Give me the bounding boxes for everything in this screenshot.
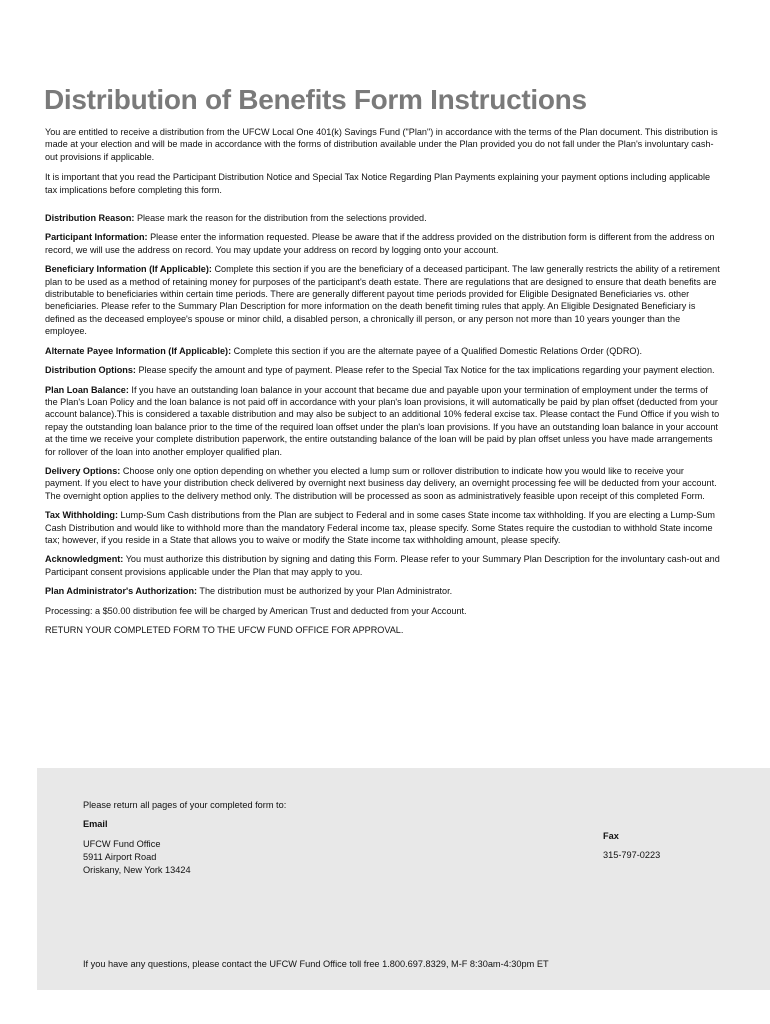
instructions-body — [45, 126, 721, 643]
section-text: Please specify the amount and type of payment. Please refer to the Special Tax Notice for the tax implications regarding your payment election. — [135, 365, 715, 376]
address-line: Oriskany, New York 13424 — [83, 865, 191, 875]
mailing-address — [83, 838, 191, 877]
processing-fee-note: Processing: a $50.00 distribution fee will be charged by American Trust and deducted from your Account. — [45, 605, 467, 616]
page-title: Distribution of Benefits Form Instructions — [44, 84, 587, 115]
notice-paragraph: It is important that you read the Participant Distribution Notice and Special Tax Notice Regarding Plan Payments explaining your payment options including applicable tax implications before completing this form. — [45, 172, 711, 195]
section-text: Choose only one option depending on whether you elected a lump sum or rollover distribution to indicate how you would like to receive your payment. If you elect to have your distribution check delivered by overnight next business day delivery, an overnight processing fee will be deducted from your account. The overnight option applies to the delivery method only. The distribution will be processed as soon as administratively feasible upon receipt of this completed Form. — [45, 465, 717, 501]
fax-label: Fax — [603, 831, 619, 841]
section-heading: Distribution Options: — [45, 365, 136, 376]
section-participant-information — [45, 231, 721, 256]
intro-paragraph: You are entitled to receive a distribution from the UFCW Local One 401(k) Savings Fund ("Plan") in accordance with the terms of the Plan document. This distribution is made at your election and will be made in accordance with the forms of distribution available under the Plan provided you do not fall under the Plan's involuntary cash-out provisions if applicable. — [45, 127, 718, 162]
section-text: Complete this section if you are the alternate payee of a Qualified Domestic Relations Order (QDRO). — [231, 345, 643, 356]
section-heading: Delivery Options: — [45, 465, 121, 476]
section-distribution-options — [45, 364, 721, 376]
section-tax-withholding — [45, 509, 721, 546]
section-text: The distribution must be authorized by your Plan Administrator. — [197, 586, 453, 597]
email-label: Email — [83, 819, 108, 829]
section-delivery-options — [45, 465, 721, 502]
section-text: Please enter the information requested. Please be aware that if the address provided on the distribution form is different from the address on record, we will use the address on record. You may update your address on record by logging onto your account. — [45, 232, 715, 255]
section-acknowledgment — [45, 553, 721, 578]
section-text: If you have an outstanding loan balance in your account that became due and payable upon your termination of employment under the terms of the Plan's Loan Policy and the loan balance is not paid off in accordance with your plan's loan provisions, it will automatically be paid by plan offset (deducted from your account balance).This is considered a taxable distribution and may also be subject to an additional 10% federal excise tax. Please contact the Fund Office if you wish to repay the outstanding loan balance prior to the time of the required loan offset under the plan's loan provisions. If you have an outstanding loan balance in your account at the time we receive your complete distribution paperwork, the entire outstanding balance of the loan will be paid by plan offset unless you have made arrangements for rollover of the loan into another employer qualified plan. — [45, 384, 720, 457]
section-plan-loan-balance — [45, 384, 721, 458]
section-alternate-payee — [45, 345, 721, 357]
address-line: 5911 Airport Road — [83, 852, 157, 862]
address-line: UFCW Fund Office — [83, 839, 161, 849]
section-heading: Distribution Reason: — [45, 213, 135, 224]
section-text: You must authorize this distribution by signing and dating this Form. Please refer to your Summary Plan Description for the involuntary cash-out and Participant consent provisions applicable under the Plan that may apply to you. — [45, 554, 720, 577]
section-heading: Participant Information: — [45, 232, 148, 243]
contact-line: If you have any questions, please contact the UFCW Fund Office toll free 1.800.697.8329, M-F 8:30am-4:30pm ET — [83, 959, 549, 969]
section-text: Please mark the reason for the distribution from the selections provided. — [134, 213, 427, 224]
section-heading: Beneficiary Information (If Applicable): — [45, 264, 212, 275]
section-plan-administrator — [45, 585, 721, 597]
section-heading: Tax Withholding: — [45, 510, 118, 521]
return-info-box — [37, 768, 770, 990]
section-text: Lump-Sum Cash distributions from the Plan are subject to Federal and in some cases State income tax withholding. If you are electing a Lump-Sum Cash Distribution and would like to withhold more than the mandatory Federal income tax, please specify. Some States require the custodian to withhold State income tax; however, if you reside in a State that allows you to waive or modify the State income tax withholding amount, please specify. — [45, 510, 715, 545]
section-text: Complete this section if you are the beneficiary of a deceased participant. The law generally restricts the ability of a retirement plan to be used as a method of retaining money for purposes of the participant's death estate. There are regulations that are designed to ensure that death benefits are distributable to beneficiaries within certain time periods. There are generally different payout time periods provided for Eligible Designated Beneficiaries vs. other beneficiaries. Please refer to the Summary Plan Description for more information on the death benefit timing rules that apply. An Eligible Designated Beneficiary is defined as the deceased employee's spouse or minor child, a disabled person, a chronically ill person, or any person not more than 10 years younger than the employee. — [45, 264, 720, 337]
section-distribution-reason — [45, 212, 721, 224]
return-notice: RETURN YOUR COMPLETED FORM TO THE UFCW FUND OFFICE FOR APPROVAL. — [45, 625, 404, 635]
section-heading: Alternate Payee Information (If Applicable): — [45, 345, 232, 356]
fax-number: 315-797-0223 — [603, 850, 661, 860]
section-heading: Acknowledgment: — [45, 554, 124, 565]
section-heading: Plan Loan Balance: — [45, 384, 129, 395]
section-heading: Plan Administrator's Authorization: — [45, 586, 198, 597]
return-instruction: Please return all pages of your completed form to: — [83, 800, 287, 810]
section-beneficiary-information — [45, 263, 721, 337]
